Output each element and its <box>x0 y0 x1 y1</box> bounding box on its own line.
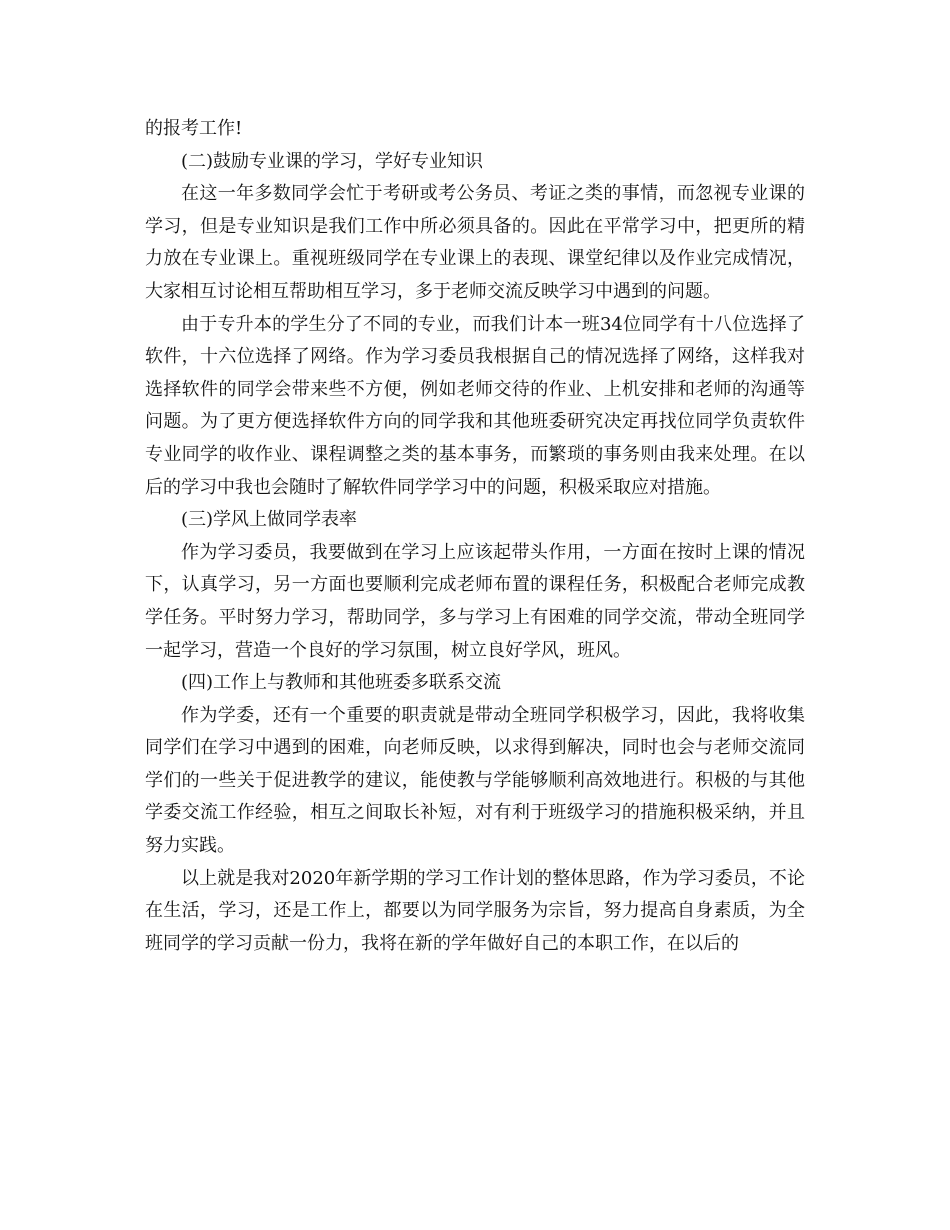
section-heading-3: (三)学风上做同学表率 <box>181 509 358 531</box>
section-heading-2: (二)鼓励专业课的学习，学好专业知识 <box>181 150 484 172</box>
paragraph-professional-study: 在这一年多数同学会忙于考研或考公务员、考证之类的事情，而忽视专业课的学习，但是专业知识是我们工作中所必须具备的。因此在平常学习中，把更所的精力放在专业课上。重视班级同学在专业课上的表现、课堂纪律以及作业完成情况，大家相互讨论相互帮助相互学习，多于老师交流反映学习中遇到的问题。 <box>145 183 805 302</box>
paragraph-communication: 作为学委，还有一个重要的职责就是带动全班同学积极学习，因此，我将收集同学们在学习中遇到的困难，向老师反映，以求得到解决，同时也会与老师交流同学们的一些关于促进教学的建议，能使教与学能够顺利高效地进行。积极的与其他学委交流工作经验，相互之间取长补短，对有利于班级学习的措施积极采纳，并且努力实践。 <box>145 704 805 857</box>
paragraph-major-split: 由于专升本的学生分了不同的专业，而我们计本一班34位同学有十八位选择了软件，十六位选择了网络。作为学习委员我根据自己的情况选择了网络，这样我对选择软件的同学会带来些不方便，例如老师交待的作业、上机安排和老师的沟通等问题。为了更方便选择软件方向的同学我和其他班委研究决定再找位同学负责软件专业同学的收作业、课程调整之类的基本事务，而繁琐的事务则由我来处理。在以后的学习中我也会随时了解软件同学学习中的问题，积极采取应对措施。 <box>145 313 805 498</box>
paragraph-continuation: 的报考工作! <box>145 118 243 139</box>
paragraph-study-style: 作为学习委员，我要做到在学习上应该起带头作用，一方面在按时上课的情况下，认真学习，另一方面也要顺利完成老师布置的课程任务，积极配合老师完成教学任务。平时努力学习，帮助同学，多与学习上有困难的同学交流，带动全班同学一起学习，营造一个良好的学习氛围，树立良好学风，班风。 <box>145 541 805 661</box>
document-body <box>145 113 805 960</box>
section-heading-4: (四)工作上与教师和其他班委多联系交流 <box>181 672 502 694</box>
paragraph-conclusion: 以上就是我对2020年新学期的学习工作计划的整体思路，作为学习委员，不论在生活，学习，还是工作上，都要以为同学服务为宗旨，努力提高自身素质，为全班同学的学习贡献一份力，我将在新的学年做好自己的本职工作，在以后的 <box>145 867 805 954</box>
